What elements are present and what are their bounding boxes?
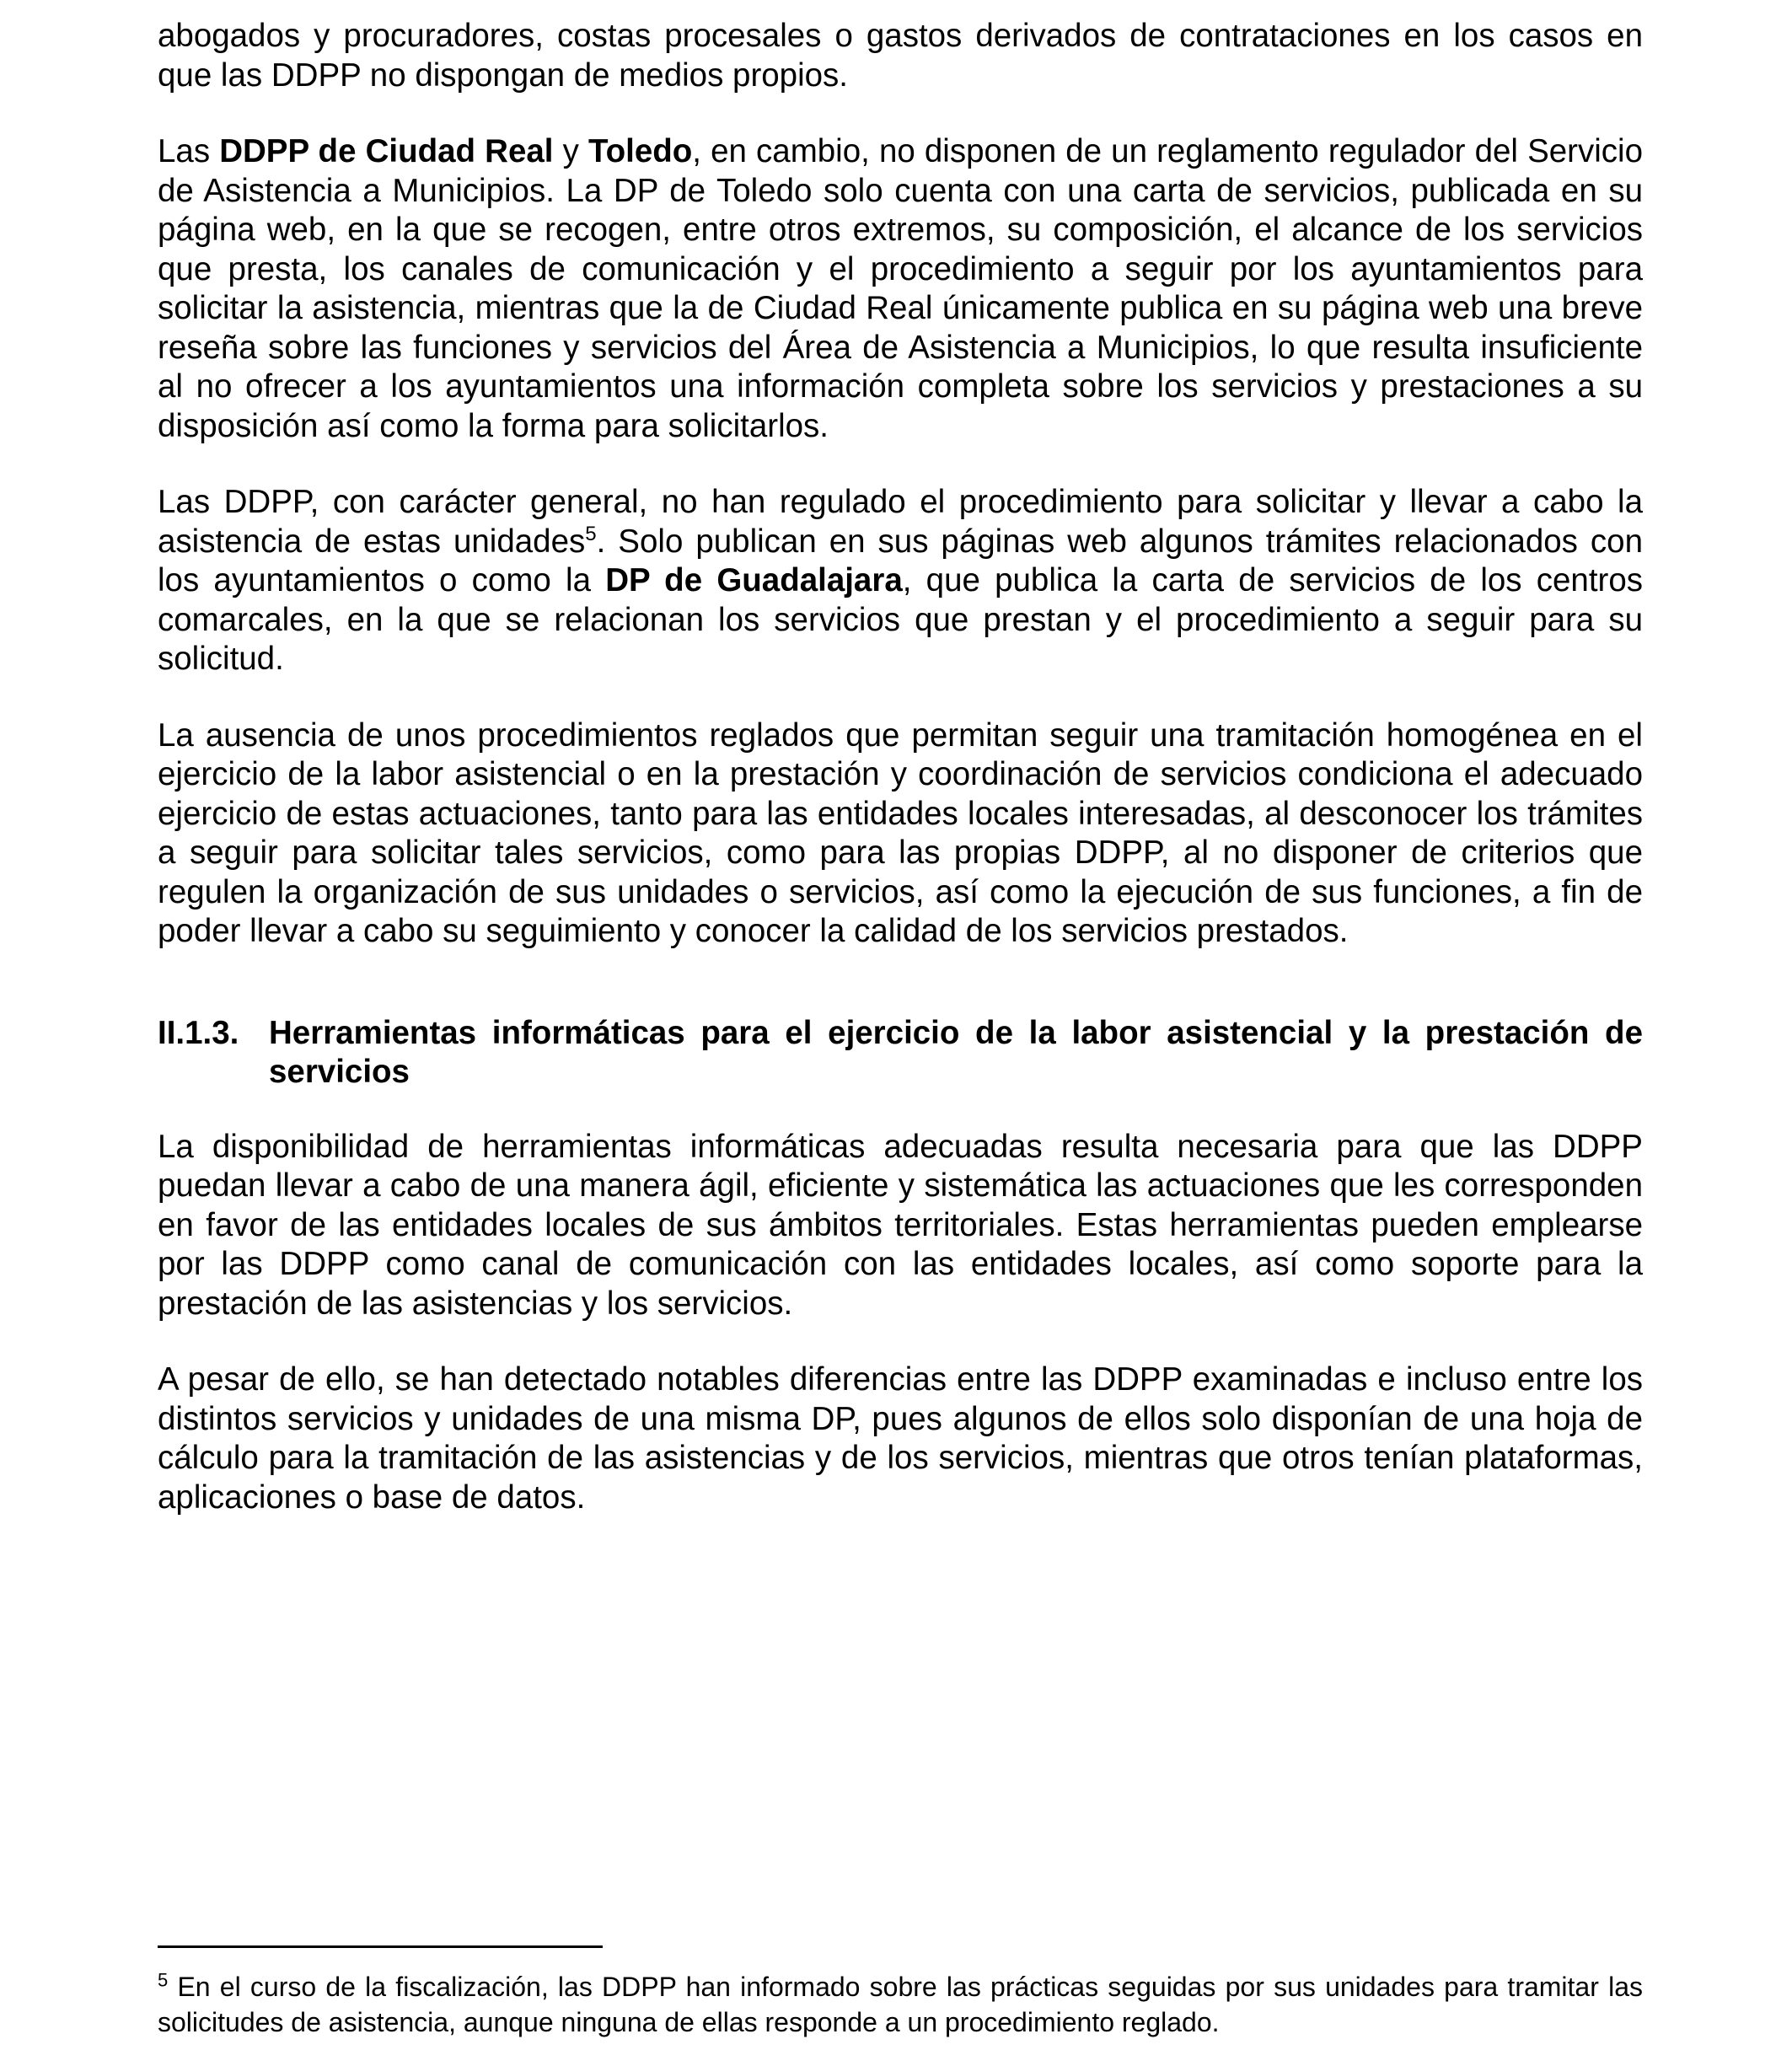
section-number: II.1.3. <box>158 1014 239 1051</box>
paragraph-2-text-a: Las <box>158 133 220 169</box>
document-body <box>158 17 1643 1554</box>
paragraph-4 <box>158 716 1643 952</box>
paragraph-2-text-c: y <box>553 133 588 169</box>
paragraph-2 <box>158 132 1643 446</box>
footnote-marker: 5 <box>158 1969 169 1991</box>
paragraph-3 <box>158 483 1643 679</box>
paragraph-4-text: La ausencia de unos procedimientos reglados que permitan seguir una tramitación homogénea en el ejercicio de la labor asistencial o en la prestación y coordinación de servicios condiciona el adecuado ejercicio de estas actuaciones, tanto para las entidades locales interesadas, al desconocer los trámites a seguir para solicitar tales servicios, como para las propias DDPP, al no disponer de criterios que regulen la organización de sus unidades o servicios, así como la ejecución de sus funciones, a fin de poder llevar a cabo su seguimiento y conocer la calidad de los servicios prestados. <box>158 716 1643 949</box>
paragraph-2-text-e: , en cambio, no disponen de un reglamento regulador del Servicio de Asistencia a Municipios. La DP de Toledo solo cuenta con una carta de servicios, publicada en su página web, en la que se recogen, entre otros extremos, su composición, el alcance de los servicios que presta, los canales de comunicación y el procedimiento a seguir por los ayuntamientos para solicitar la asistencia, mientras que la de Ciudad Real únicamente publica en su página web una breve reseña sobre las funciones y servicios del Área de Asistencia a Municipios, lo que resulta insuficiente al no ofrecer a los ayuntamientos una información completa sobre los servicios y prestaciones a su disposición así como la forma para solicitarlos. <box>158 133 1644 444</box>
section-title: Herramientas informáticas para el ejercicio de la labor asistencial y la prestación de servicios <box>269 1014 1643 1090</box>
paragraph-6 <box>158 1360 1643 1517</box>
bold-ddpp-ciudad-real: DDPP de Ciudad Real <box>219 133 554 169</box>
paragraph-5-text: La disponibilidad de herramientas informáticas adecuadas resulta necesaria para que las DDPP puedan llevar a cabo de una manera ágil, eficiente y sistemática las actuaciones que les corresponden en favor de las entidades locales de sus ámbitos territoriales. Estas herramientas pueden emplearse por las DDPP como canal de comunicación con las entidades locales, así como soporte para la prestación de las asistencias y los servicios. <box>158 1128 1643 1322</box>
paragraph-6-text: A pesar de ello, se han detectado notables diferencias entre las DDPP examinadas e incluso entre los distintos servicios y unidades de una misma DP, pues algunos de ellos solo disponían de una hoja de cálculo para la tramitación de las asistencias y de los servicios, mientras que otros tenían plataformas, aplicaciones o base de datos. <box>158 1361 1643 1516</box>
footnote <box>158 1969 1643 2040</box>
paragraph-3-text-b: . Solo publican en sus páginas web algunos trámites relacionados con los ayuntamientos o como la <box>158 523 1643 598</box>
footnote-separator <box>158 1945 603 1948</box>
section-heading <box>158 1014 1643 1092</box>
bold-dp-guadalajara: DP de Guadalajara <box>605 562 903 598</box>
paragraph-3-text-d: , que publica la carta de servicios de los centros comarcales, en la que se relacionan los servicios que prestan y el procedimiento a seguir para su solicitud. <box>158 562 1643 677</box>
paragraph-1 <box>158 17 1643 95</box>
footnote-text: En el curso de la fiscalización, las DDPP han informado sobre las prácticas seguidas por sus unidades para tramitar las solicitudes de asistencia, aunque ninguna de ellas responde a un procedimiento reglado. <box>158 1972 1643 2037</box>
paragraph-3-text-a: Las DDPP, con carácter general, no han regulado el procedimiento para solicitar y llevar a cabo la asistencia de estas unidades <box>158 484 1643 560</box>
paragraph-5 <box>158 1128 1643 1324</box>
bold-toledo: Toledo <box>587 133 693 169</box>
paragraph-1-text: abogados y procuradores, costas procesales o gastos derivados de contrataciones en los casos en que las DDPP no dispongan de medios propios. <box>158 18 1643 94</box>
footnote-reference[interactable]: 5 <box>585 522 597 545</box>
